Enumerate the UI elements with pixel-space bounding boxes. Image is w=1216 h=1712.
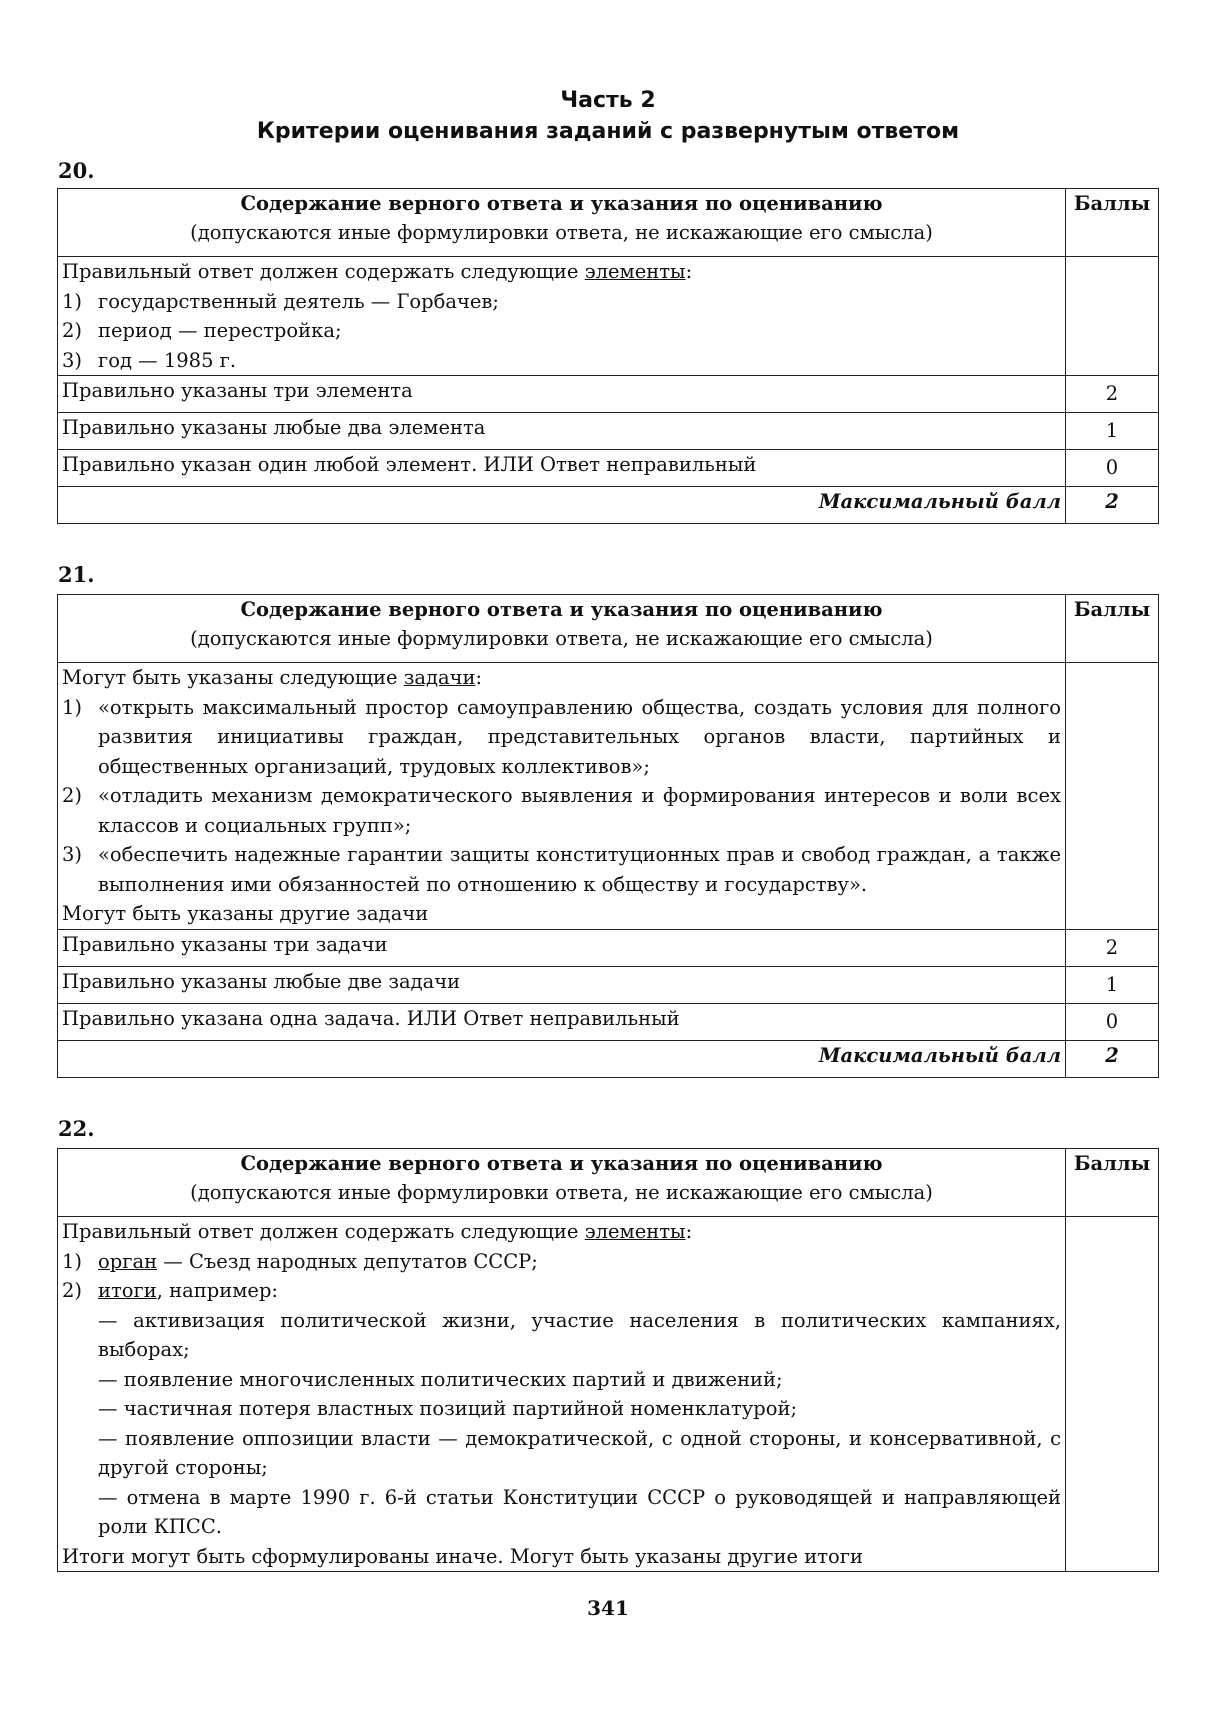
criteria-table-21 [57, 594, 1159, 1078]
criterion-points: 2 [1066, 376, 1159, 413]
answer-intro: Правильный ответ должен содержать следующие элементы: [62, 1220, 693, 1243]
answer-outro: Итоги могут быть сформулированы иначе. Могут быть указаны другие итоги [62, 1544, 863, 1568]
answer-content [58, 1217, 1066, 1572]
max-score-label: Максимальный балл [58, 1040, 1066, 1077]
result-item: — появление многочисленных политических партий и движений; [98, 1367, 783, 1391]
table-header-title: Содержание верного ответа и указания по оцениванию [240, 598, 883, 621]
max-score-row [58, 1040, 1159, 1077]
max-score-label: Максимальный балл [58, 487, 1066, 524]
criterion-points: 1 [1066, 966, 1159, 1003]
answer-element: 1) государственный деятель — Горбачев; [62, 289, 499, 313]
criterion-row [58, 929, 1159, 966]
table-header-title: Содержание верного ответа и указания по оцениванию [240, 192, 883, 215]
table-header-cell [58, 1149, 1066, 1217]
criterion-points: 0 [1066, 1003, 1159, 1040]
criterion-row [58, 1003, 1159, 1040]
max-score-row [58, 487, 1159, 524]
criterion-points: 0 [1066, 450, 1159, 487]
part-heading: Часть 2 [560, 88, 656, 113]
criterion-text: Правильно указан один любой элемент. ИЛИ Ответ неправильный [58, 450, 1066, 487]
answer-outro: Могут быть указаны другие задачи [62, 902, 429, 925]
answer-element: 3) «обеспечить надежные гарантии защиты конституционных прав и свобод граждан, а также выполнения ими обязанностей по отношению к обществу и государству». [62, 843, 1061, 896]
answer-element: 2) период — перестройка; [62, 319, 342, 342]
criterion-row [58, 966, 1159, 1003]
result-item: — появление оппозиции власти — демократической, с одной стороны, и консервативной, с другой стороны; [98, 1426, 1061, 1479]
points-header: Баллы [1066, 595, 1159, 663]
max-score-value: 2 [1066, 1040, 1159, 1077]
criterion-row [58, 413, 1159, 450]
criterion-text: Правильно указаны любые два элемента [58, 413, 1066, 450]
result-item: — отмена в марте 1990 г. 6-й статьи Конституции СССР о руководящей и направляющей роли КПСС. [98, 1485, 1061, 1538]
points-header: Баллы [1066, 189, 1159, 257]
answer-intro: Правильный ответ должен содержать следующие элементы: [62, 260, 693, 283]
result-item: — частичная потеря властных позиций партийной номенклатурой; [98, 1397, 798, 1420]
table-header-subtitle: (допускаются иные формулировки ответа, не искажающие его смысла) [190, 627, 933, 650]
criterion-text: Правильно указаны три элемента [58, 376, 1066, 413]
criterion-text: Правильно указаны любые две задачи [58, 966, 1066, 1003]
answer-content [58, 663, 1066, 930]
empty-points-cell [1066, 257, 1159, 376]
criteria-table-20 [57, 188, 1159, 524]
task-number-22: 22. [58, 1116, 95, 1141]
answer-content [58, 257, 1066, 376]
points-header: Баллы [1066, 1149, 1159, 1217]
task-number-21: 21. [58, 562, 95, 587]
table-header-title: Содержание верного ответа и указания по оцениванию [240, 1152, 883, 1175]
answer-element: 1) орган — Съезд народных депутатов СССР; [62, 1249, 538, 1273]
table-header-subtitle: (допускаются иные формулировки ответа, не искажающие его смысла) [190, 221, 933, 244]
empty-points-cell [1066, 1217, 1159, 1572]
criterion-points: 1 [1066, 413, 1159, 450]
criterion-row [58, 450, 1159, 487]
answer-element: 2) итоги, например: [62, 1279, 279, 1302]
table-header-cell [58, 189, 1066, 257]
criteria-table-22 [57, 1148, 1159, 1572]
answer-intro: Могут быть указаны следующие задачи: [62, 666, 483, 689]
empty-points-cell [1066, 663, 1159, 930]
table-header-cell [58, 595, 1066, 663]
criterion-text: Правильно указана одна задача. ИЛИ Ответ неправильный [58, 1003, 1066, 1040]
result-item: — активизация политической жизни, участие населения в политических кампаниях, выборах; [98, 1308, 1061, 1361]
task-number-20: 20. [58, 158, 95, 183]
criterion-points: 2 [1066, 929, 1159, 966]
criterion-row [58, 376, 1159, 413]
answer-element: 3) год — 1985 г. [62, 348, 237, 372]
answer-element: 2) «отладить механизм демократического выявления и формирования интересов и воли всех классов и социальных групп»; [62, 784, 1061, 837]
answer-element: 1) «открыть максимальный простор самоуправлению общества, создать условия для полного развития инициативы граждан, представительных органов власти, партийных и общественных организаций, трудовых коллективов»; [62, 695, 1061, 778]
table-header-subtitle: (допускаются иные формулировки ответа, не искажающие его смысла) [190, 1181, 933, 1204]
max-score-value: 2 [1066, 487, 1159, 524]
section-title: Критерии оценивания заданий с развернутым ответом [256, 119, 960, 144]
page-number: 341 [587, 1596, 629, 1620]
criterion-text: Правильно указаны три задачи [58, 929, 1066, 966]
